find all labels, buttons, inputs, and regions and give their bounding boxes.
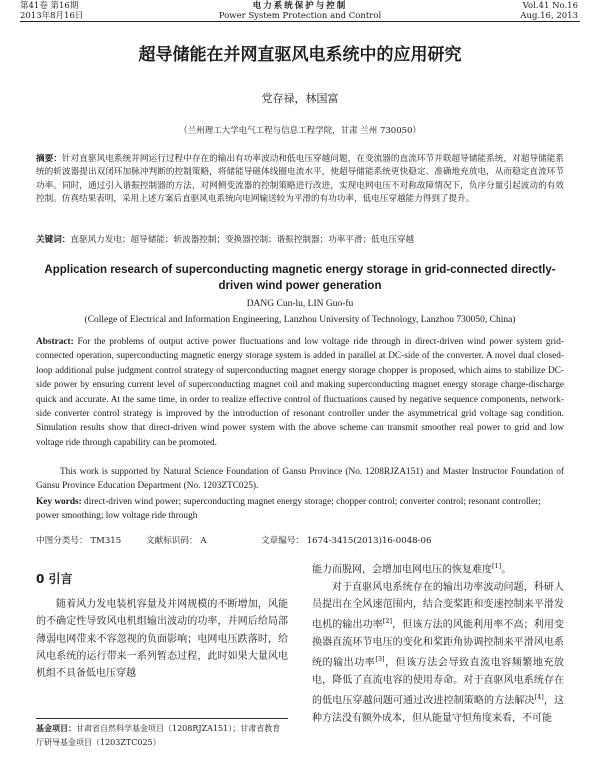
para-text: 。	[501, 564, 512, 576]
footnote-text: 甘肃省自然科学基金项目（1208RJZA151）；甘肃省教育厅研导基金项目（1203ZTC025）	[36, 724, 281, 747]
paper-title-en: Application research of superconducting magnetic energy storage in grid-connected directly-driven wind power generation	[44, 264, 556, 292]
article-no-label: 文章编号：	[261, 536, 304, 546]
keywords-en	[36, 495, 564, 524]
header-rule	[20, 21, 580, 22]
section-heading-introduction: 0 引言	[36, 572, 73, 586]
abstract-en	[36, 335, 564, 450]
authors-cn: 党存禄，林国富	[261, 92, 339, 105]
abstract-text-en: For the problems of output active power fluctuations and low voltage ride through in direct-driven wind power system grid-connected operation, superconducting magnetic energy storage system is added in parallel at DC-side of the converter. A novel dual closed-loop additional pulse judgment control strategy of superconducting magnet energy storage chopper is proposed, which aims to stabilize DC-side power by ensuring current level of superconducting magnet coil and making superconducting magnet energy storage charge-discharge quick and accurate. At the same time, in order to realize effective control of fluctuations caused by negative sequence components, network-side converter control strategy is improved by the introduction of resonant controller under the asymmetrical grid voltage sag condition. Simulation results show that direct-driven wind power system with the above scheme can transmit smoother real power to grid and low voltage ride through capability can be promoted.	[36, 337, 564, 448]
footnote-rule	[36, 718, 288, 719]
body-column-left: 随着风力发电装机容量及并网规模的不断增加，风能的不确定性导致风电机组输出波动的功率，并网后给局部薄弱电网带来不容忽视的负面影响；电网电压跌落时，给风电系统的运行带来一系列暂态过程，此时如果大量风电机组不具备低电压穿越	[36, 599, 288, 680]
body-column-right	[312, 558, 564, 727]
article-no-value: 1674-3415(2013)16-0048-06	[306, 536, 432, 546]
running-header	[0, 0, 600, 22]
header-right	[520, 1, 578, 21]
keywords-cn	[36, 234, 564, 247]
clc-value: TM315	[90, 536, 122, 546]
footnote-funding	[36, 722, 288, 750]
keywords-text-en: direct-driven wind power; superconducting magnet energy storage; chopper control; converter control; resonant controller; power smoothing; low voltage ride through	[36, 497, 541, 522]
paragraph-continuation	[312, 558, 564, 579]
volume-issue-en: Vol.41 No.16	[522, 1, 578, 11]
citation-ref: [1]	[492, 562, 502, 570]
citation-ref: [2]	[382, 617, 393, 626]
authors-en: DANG Cun-lu, LIN Guo-fu	[246, 299, 354, 309]
funding-en: This work is supported by Natural Science Foundation of Gansu Province (No. 1208RJZA151) and Master Instructor Foundation of Gansu Province Education Department (No. 1203ZTC025).	[36, 467, 564, 492]
doc-code-field	[146, 535, 207, 547]
doc-code-label: 文献标识码：	[146, 536, 198, 546]
journal-name-cn: 电力系统保护与控制	[252, 1, 348, 11]
keywords-label-cn: 关键词：	[36, 235, 71, 245]
affiliation-en: (College of Electrical and Information Engineering, Lanzhou University of Technology, Lanzhou 730050, China)	[84, 315, 516, 325]
citation-ref: [4]	[534, 693, 544, 702]
para-text: 对于直驱风电系统存在的输出功率波动问题，科研人员提出在全风速范围内，结合变桨距和变速控制来平滑发电机的输出功率	[312, 581, 564, 631]
article-no-field	[261, 535, 432, 547]
para-text: 能力而脱网，会增加电网电压的恢复难度	[312, 564, 492, 576]
issue-date-en: Aug.16, 2013	[520, 11, 578, 21]
abstract-cn	[36, 153, 564, 207]
abstract-label-en: Abstract:	[36, 337, 74, 347]
issue-date-cn: 2013年8月16日	[20, 11, 84, 21]
para-text: ，这种方法没有额外成本，但从能量守恒角度来看，不可能	[312, 695, 565, 724]
citation-ref: [3]	[375, 655, 385, 664]
abstract-text-cn: 针对直驱风电系统并网运行过程中存在的输出有功率波动和低电压穿越问题，在变流器的直流环节并联超导储能系统，对超导储能系统的斩波器提出双闭环加脉冲判断的控制策略，将储能导磁体线圈电流水平，使超导储能系统更快稳定、准确地充放电，从而稳定直流环节功率。同时，通过引入谐振控制器的方法，对网侧变流器的控制策略进行改进，实现电网电压不对称故障情况下，负序分量引起波动的有效控制。仿真结果表明，采用上述方案后直驱风电系统向电网输送较为平滑的有功功率，低电压穿越能力得到了提升。	[36, 154, 564, 205]
affiliation-cn: （兰州理工大学电气工程与信息工程学院，甘肃 兰州 730050）	[179, 126, 421, 136]
keywords-label-en: Key words:	[36, 497, 82, 507]
paragraph	[312, 579, 564, 727]
header-center	[0, 1, 600, 21]
volume-issue: 第41卷 第16期	[20, 1, 79, 11]
paper-title-cn: 超导储能在并网直驱风电系统中的应用研究	[138, 45, 462, 65]
doc-code-value: A	[200, 536, 207, 546]
journal-name-en: Power System Protection and Control	[218, 11, 382, 21]
footnote-label: 基金项目：	[36, 724, 76, 733]
para-text: ，但该方法的风能利用率不高；利用变换器直流环节电压的变化和桨距角协调控制来平滑风电系统的输出功率	[312, 619, 565, 669]
clc-field	[36, 535, 121, 547]
para-text: ，但该方法会导致直流电容频繁地充放电，降低了直流电容的使用寿命。对于直驱风电系统存在的低电压穿越问题可通过改进控制策略的方法解决	[312, 657, 565, 707]
keywords-text-cn: 直驱风力发电；超导储能；斩波器控制；变换器控制；谐振控制器；功率平滑；低电压穿越	[70, 235, 415, 245]
abstract-label-cn: 摘要：	[36, 154, 62, 164]
clc-label: 中图分类号：	[36, 536, 88, 546]
